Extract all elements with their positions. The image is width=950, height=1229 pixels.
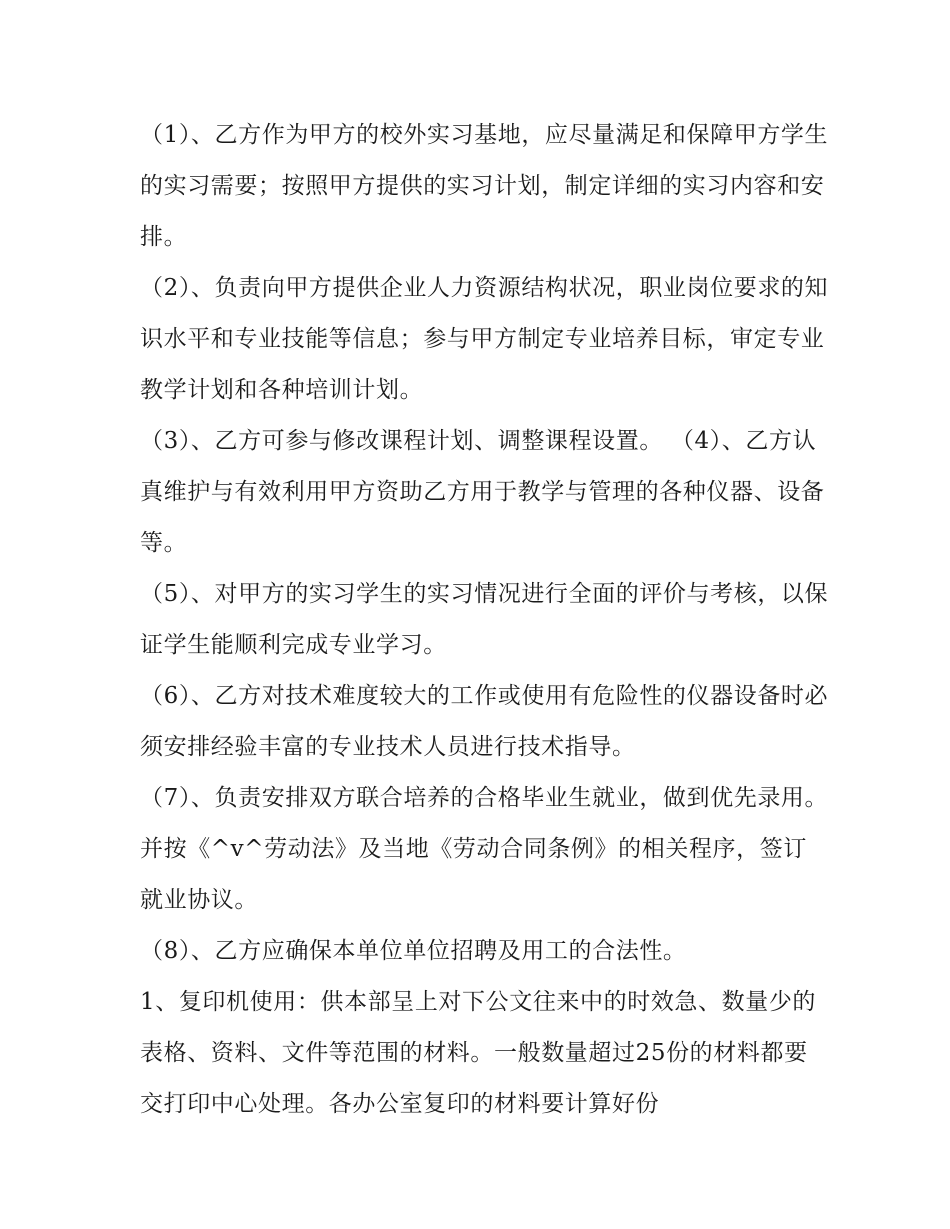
paragraph-8: 1、复印机使用：供本部呈上对下公文往来中的时效急、数量少的表格、资料、文件等范围的材料。一般数量超过25份的材料都要交打印中心处理。各办公室复印的材料要计算好份 <box>140 989 817 1117</box>
document-body <box>140 110 830 1130</box>
paragraph-7: （8）、乙方应确保本单位单位招聘及用工的合法性。 <box>140 938 687 964</box>
paragraph-6: （7）、负责安排双方联合培养的合格毕业生就业，做到优先录用。并按《^v^劳动法》及当地《劳动合同条例》的相关程序，签订就业协议。 <box>140 785 829 913</box>
paragraph-5: （6）、乙方对技术难度较大的工作或使用有危险性的仪器设备时必须安排经验丰富的专业技术人员进行技术指导。 <box>140 683 829 760</box>
paragraph-4: （5）、对甲方的实习学生的实习情况进行全面的评价与考核，以保证学生能顺利完成专业学习。 <box>140 581 829 658</box>
paragraph-2: （2）、负责向甲方提供企业人力资源结构状况，职业岗位要求的知识水平和专业技能等信息；参与甲方制定专业培养目标，审定专业教学计划和各种培训计划。 <box>140 275 829 403</box>
paragraph-3: （3）、乙方可参与修改课程计划、调整课程设置。 （4）、乙方认真维护与有效利用甲方资助乙方用于教学与管理的各种仪器、设备等。 <box>140 428 825 556</box>
paragraph-1: （1）、乙方作为甲方的校外实习基地，应尽量满足和保障甲方学生的实习需要；按照甲方提供的实习计划，制定详细的实习内容和安排。 <box>140 122 829 250</box>
